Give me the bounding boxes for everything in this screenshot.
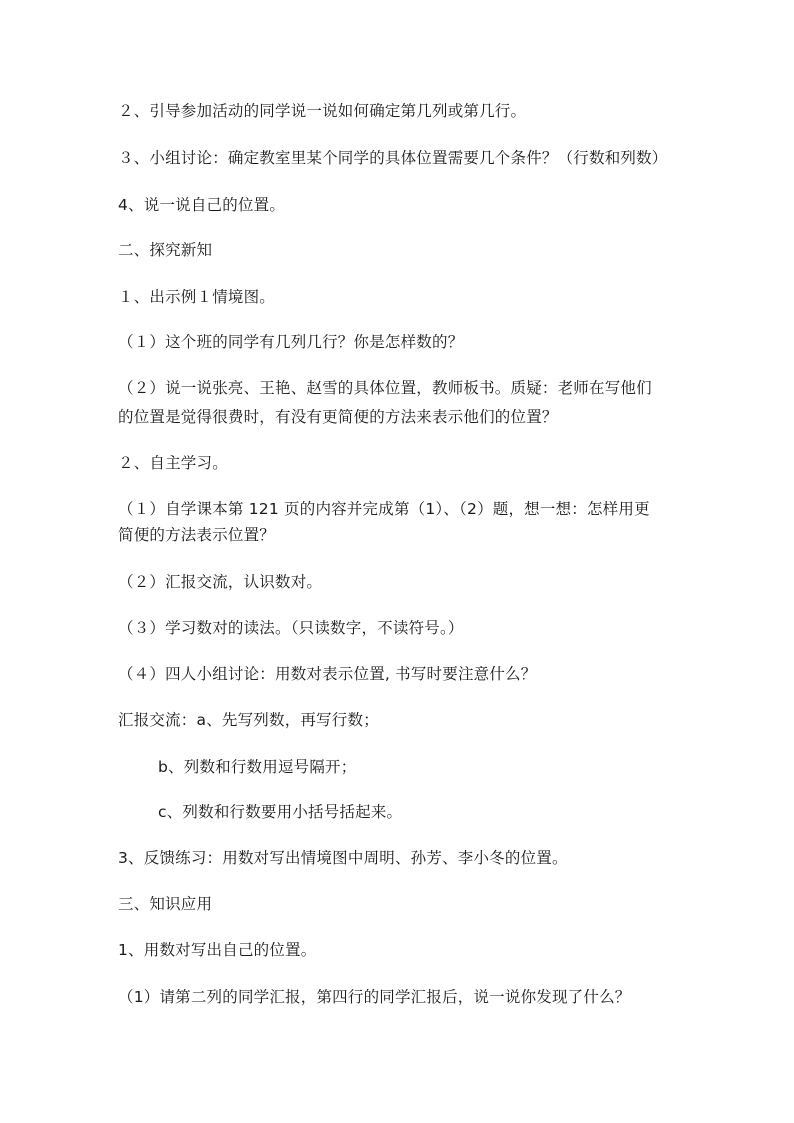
text-line: 1、用数对写出自己的位置。 (118, 941, 317, 959)
text-line: ２、自主学习。 (118, 454, 228, 472)
text-line: 汇报交流：a、先写列数，再写行数； (118, 711, 379, 729)
text-line: （３）学习数对的读法。（只读数字，不读符号。） (118, 619, 464, 637)
text-line: （２）汇报交流，认识数对。 (118, 573, 323, 591)
text-line: b、列数和行数用逗号隔开； (158, 758, 357, 776)
text-line: （1）请第二列的同学汇报，第四行的同学汇报后，说一说你发现了什么？ (118, 988, 631, 1006)
text-line: （２）说一说张亮、王艳、赵雪的具体位置，教师板书。质疑：老师在写他们 (118, 379, 652, 397)
text-line: c、列数和行数要用小括号括起来。 (158, 803, 403, 821)
text-line: 4、说一说自己的位置。 (118, 196, 286, 214)
text-line: １、出示例１情境图。 (118, 288, 276, 306)
text-line: （１）自学课本第 121 页的内容并完成第（1）、（2）题，想一想：怎样用更 (118, 500, 650, 518)
text-line: （１）这个班的同学有几列几行？你是怎样数的？ (118, 333, 464, 351)
text-line: ２、引导参加活动的同学说一说如何确定第几列或第几行。 (118, 102, 527, 120)
section-heading: 二、探究新知 (118, 241, 213, 259)
text-line: （４）四人小组讨论：用数对表示位置, 书写时要注意什么？ (118, 665, 537, 683)
text-line: 简便的方法表示位置？ (118, 526, 276, 544)
text-line: 3、反馈练习：用数对写出情境图中周明、孙芳、李小冬的位置。 (118, 849, 568, 867)
text-line: ３、小组讨论：确定教室里某个同学的具体位置需要几个条件？（行数和列数） (118, 149, 668, 167)
section-heading: 三、知识应用 (118, 895, 213, 913)
text-line: 的位置是觉得很费时，有没有更简便的方法来表示他们的位置？ (118, 408, 558, 426)
